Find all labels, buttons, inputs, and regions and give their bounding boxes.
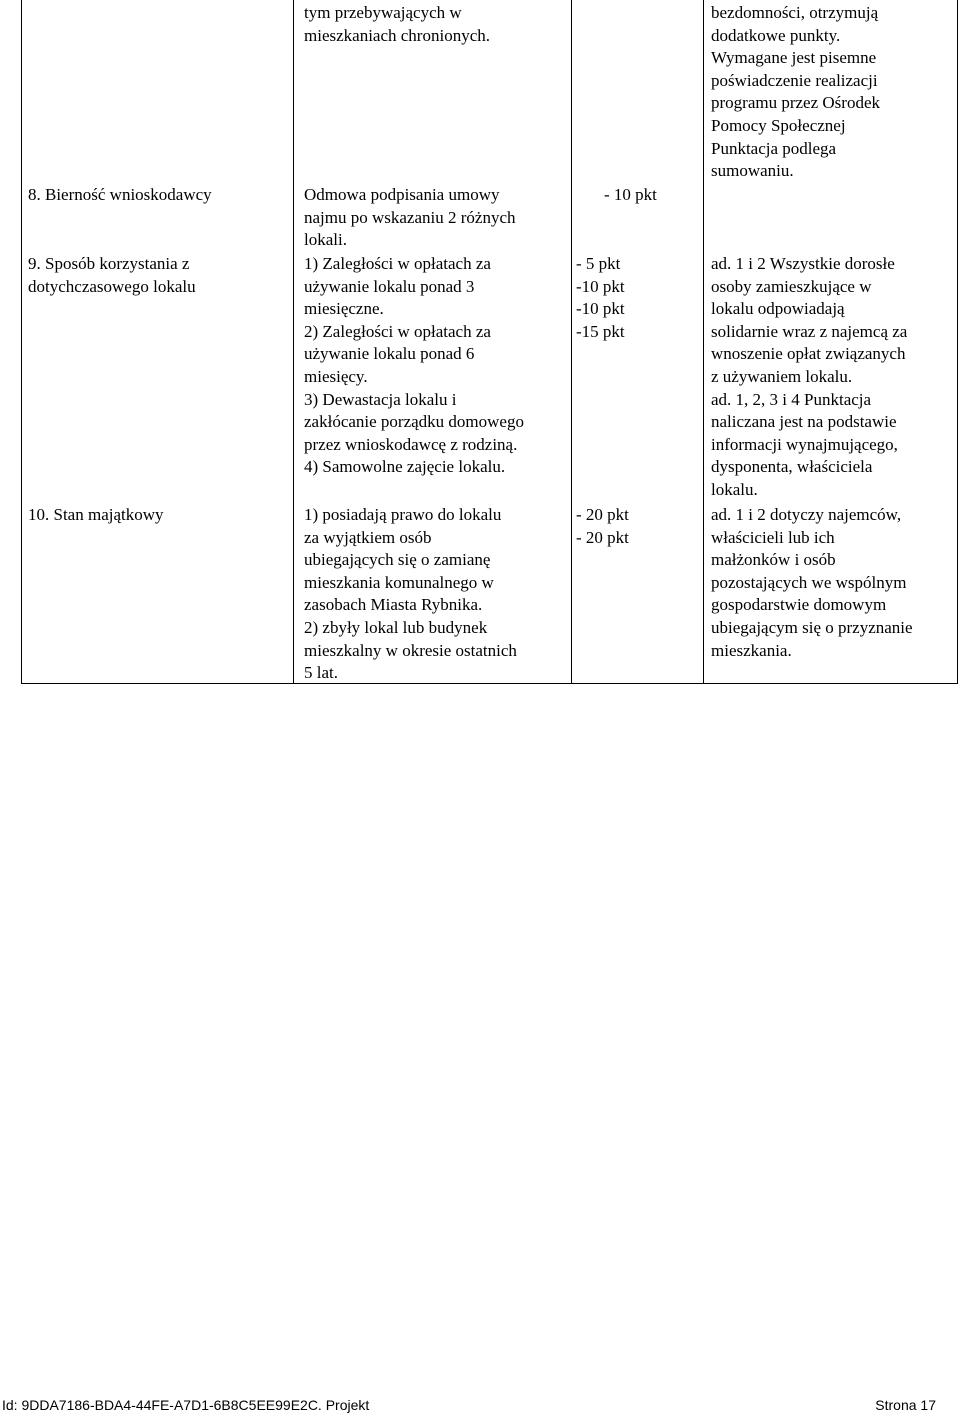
text-line: używanie lokalu ponad 3	[304, 276, 475, 296]
text-line: poświadczenie realizacji	[711, 70, 878, 90]
text-line: lokali.	[304, 230, 347, 250]
text-line: 9. Sposób korzystania z	[28, 254, 190, 273]
text-line: Wymagane jest pisemne	[711, 48, 877, 68]
text-line: mieszkania komunalnego w	[304, 572, 494, 592]
cont-criterion	[304, 2, 490, 47]
text-line: ad. 1 i 2 Wszystkie dorosłe	[711, 254, 895, 273]
row10-notes	[711, 504, 913, 662]
text-line: -10 pkt	[576, 276, 625, 296]
text-line: tym przebywających w	[304, 3, 462, 22]
text-line: 4) Samowolne zajęcie lokalu.	[304, 457, 506, 477]
text-line: ad. 1 i 2 dotyczy najemców,	[711, 505, 902, 524]
text-line: miesięcy.	[304, 366, 368, 386]
text-line: informacji wynajmującego,	[711, 434, 898, 454]
text-line: osoby zamieszkujące w	[711, 276, 872, 296]
text-line: pozostających we wspólnym	[711, 572, 907, 592]
text-line: -10 pkt	[576, 299, 625, 319]
text-line: 5 lat.	[304, 663, 338, 683]
column-divider	[571, 0, 572, 683]
text-line: solidarnie wraz z najemcą za	[711, 321, 908, 341]
text-line: 3) Dewastacja lokalu i	[304, 389, 457, 409]
row10-points	[576, 504, 629, 549]
text-line: - 5 pkt	[576, 254, 621, 273]
text-line: właścicieli lub ich	[711, 527, 835, 547]
row10-label: 10. Stan majątkowy	[28, 505, 164, 524]
row9-points	[576, 253, 625, 343]
text-line: 1) Zaległości w opłatach za	[304, 254, 491, 273]
text-line: programu przez Ośrodek	[711, 93, 880, 113]
row10-criterion	[304, 504, 517, 685]
text-line: dysponenta, właściciela	[711, 457, 873, 477]
text-line: lokalu.	[711, 479, 758, 499]
cont-notes	[711, 2, 880, 183]
text-line: używanie lokalu ponad 6	[304, 344, 475, 364]
text-line: z używaniem lokalu.	[711, 366, 853, 386]
text-line: najmu po wskazaniu 2 różnych	[304, 207, 516, 227]
column-divider	[293, 0, 294, 683]
text-line: Odmowa podpisania umowy	[304, 185, 500, 204]
page-number: Strona 17	[875, 1397, 936, 1413]
row8-points	[604, 184, 657, 207]
column-divider	[703, 0, 704, 683]
text-line: zasobach Miasta Rybnika.	[304, 595, 483, 615]
text-line: mieszkalny w okresie ostatnich	[304, 640, 517, 660]
text-line: lokalu odpowiadają	[711, 299, 845, 319]
text-line: miesięczne.	[304, 299, 384, 319]
text-line: Punktacja podlega	[711, 138, 837, 158]
text-line: naliczana jest na podstawie	[711, 412, 897, 432]
text-line: sumowaniu.	[711, 161, 794, 181]
text-line: 2) Zaległości w opłatach za	[304, 321, 491, 341]
row8-label: 8. Bierność wnioskodawcy	[28, 185, 212, 204]
text-line: ubiegającym się o przyznanie	[711, 617, 913, 637]
text-line: -15 pkt	[576, 321, 625, 341]
text-line: Pomocy Społecznej	[711, 115, 846, 135]
text-line: przez wnioskodawcę z rodziną.	[304, 434, 518, 454]
text-line: ad. 1, 2, 3 i 4 Punktacja	[711, 389, 872, 409]
text-line: - 10 pkt	[604, 185, 657, 204]
text-line: gospodarstwie domowym	[711, 595, 887, 615]
page-footer	[0, 1395, 960, 1415]
text-line: bezdomności, otrzymują	[711, 3, 879, 22]
row8-criterion	[304, 184, 516, 252]
text-line: małżonków i osób	[711, 550, 836, 570]
text-line: - 20 pkt	[576, 505, 629, 524]
text-line: dodatkowe punkty.	[711, 25, 841, 45]
text-line: dotychczasowego lokalu	[28, 276, 196, 296]
text-line: 1) posiadają prawo do lokalu	[304, 505, 502, 524]
row9-label	[28, 253, 196, 298]
text-line: 2) zbyły lokal lub budynek	[304, 617, 488, 637]
text-line: mieszkania.	[711, 640, 792, 660]
text-line: za wyjątkiem osób	[304, 527, 432, 547]
row9-notes	[711, 253, 907, 502]
text-line: zakłócanie porządku domowego	[304, 412, 524, 432]
document-id: Id: 9DDA7186-BDA4-44FE-A7D1-6B8C5EE99E2C. Projekt	[2, 1397, 370, 1413]
text-line: wnoszenie opłat związanych	[711, 344, 906, 364]
row9-criterion	[304, 253, 524, 479]
text-line: ubiegających się o zamianę	[304, 550, 491, 570]
text-line: mieszkaniach chronionych.	[304, 25, 490, 45]
text-line: - 20 pkt	[576, 527, 629, 547]
